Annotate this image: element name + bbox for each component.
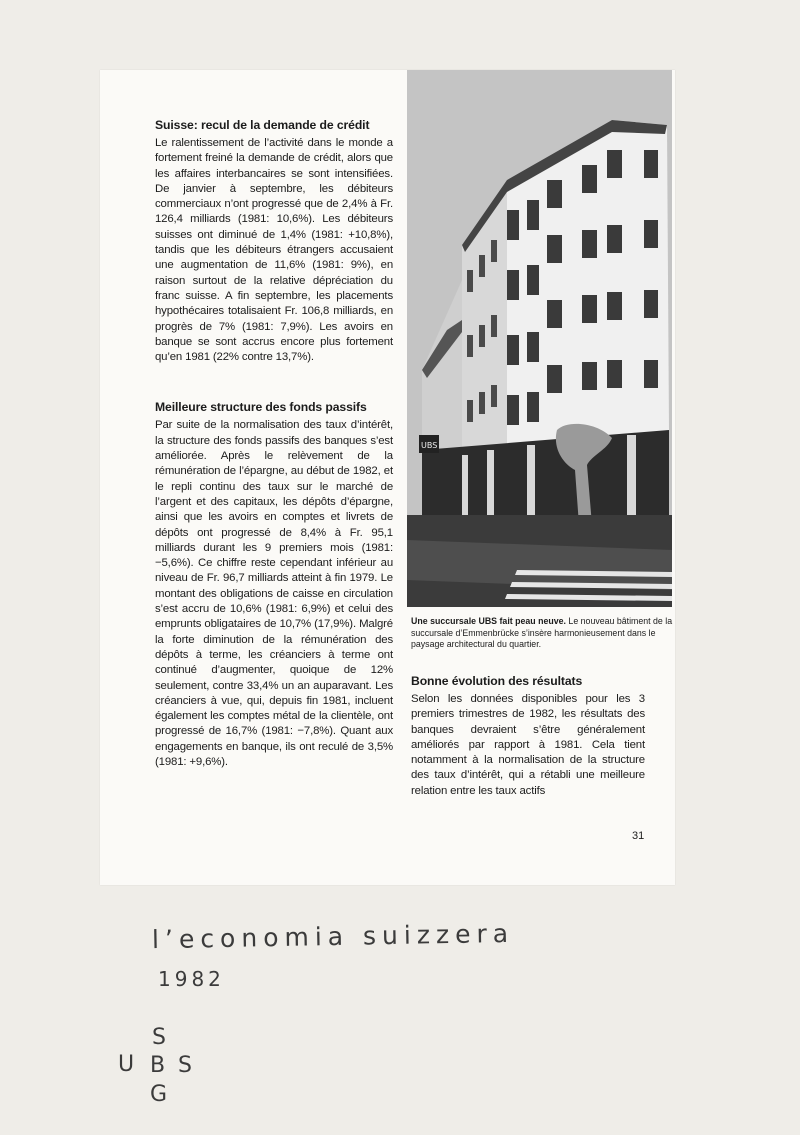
paragraph-liabilities: Par suite de la normalisation des taux d’intérêt, la structure des fonds passifs des banques s’est améliorée. Après le relèvement de la rémunération de l’épargne, au début de 1982, et le repli continu des taux sur le marché de l’argent et des capitaux, les dépôts d’épargne, ainsi que les avoirs en comptes et livrets de dépôts ont progressé de 8,4% à Fr. 95,1 milliards durant les 9 premiers mois (1981: −5,6%). Ce chiffre reste cependant inférieur au niveau de Fr. 96,7 milliards atteint à fin 1979. Le montant des obligations de caisse en circulation s’est accru de 10,6% (1981: 6,9%) et celui des emprunts obligataires de 10,7% (17,9%). Malgré la forte diminution de la rémunération des dépôts à terme, les créanciers à terme ont continué d’augmenter, quoique de 12% seulement, contre 33,4% un an auparavant. Les créanciers à vue, qui, depuis fin 1981, incluent également les comptes métal de la clientèle, ont progressé de 16,7% (1981: −7,8%). Quant aux engagements en banque, ils ont reculé de 3,5% (1981: +9,6%). <box>155 419 393 768</box>
logo-letter-b: B <box>150 1053 166 1078</box>
magazine-page <box>100 70 675 885</box>
logo-letter-u: U <box>118 1052 135 1077</box>
photo-caption <box>411 616 673 651</box>
handwritten-title: l’economia suizzera <box>151 918 515 955</box>
handwritten-ubs-logo <box>112 1025 222 1115</box>
caption-text: Le nouveau bâtiment de la succursale d’Emmenbrücke s’insère harmonieusement dans le paysage architectural du quartier. <box>411 616 673 649</box>
ubs-sign: UBS <box>421 441 438 450</box>
building-photo <box>407 70 672 607</box>
heading-results: Bonne évolution des résultats <box>411 674 583 688</box>
logo-letter-s-top: S <box>152 1025 166 1050</box>
heading-credit-demand: Suisse: recul de la demande de crédit <box>155 118 370 132</box>
building-photo-icon <box>407 70 672 607</box>
page-number: 31 <box>632 830 645 842</box>
logo-letter-s-right: S <box>178 1053 192 1078</box>
caption-bold: Une succursale UBS fait peau neuve. <box>411 616 566 626</box>
logo-letter-g: G <box>150 1082 168 1107</box>
right-column <box>411 674 645 799</box>
left-column <box>155 118 393 770</box>
handwritten-year: 1982 <box>158 967 225 991</box>
paragraph-credit-demand: Le ralentissement de l’activité dans le monde a fortement freiné la demande de crédit, alors que les affaires interbancaires se sont intensifiées. De janvier à septembre, les débiteurs commerciaux n’ont progressé que de 2,4% à Fr. 126,4 milliards (1981: 10,6%). Les débiteurs suisses ont diminué de 1,4% (1981: +10,8%), tandis que les débiteurs étrangers accusaient une augmentation de 11,6% (1981: 9%), en raison surtout de la relative dépréciation du franc suisse. A fin septembre, les placements hypothécaires totalisaient Fr. 106,8 milliards, en progrès de 7% (1981: 7,9%). Les avoirs en banque se sont accrus encore plus fortement qu’en 1981 (22% contre 13,7%). <box>155 137 393 364</box>
paragraph-results: Selon les données disponibles pour les 3 premiers trimestres de 1982, les résultats des banques devraient s’être généralement améliorés par rapport à 1981. Cela tient notamment à la normalisation de la structure des taux d’intérêt, qui a rétabli une meilleure relation entre les taux actifs <box>411 693 645 797</box>
heading-liabilities: Meilleure structure des fonds passifs <box>155 400 367 415</box>
